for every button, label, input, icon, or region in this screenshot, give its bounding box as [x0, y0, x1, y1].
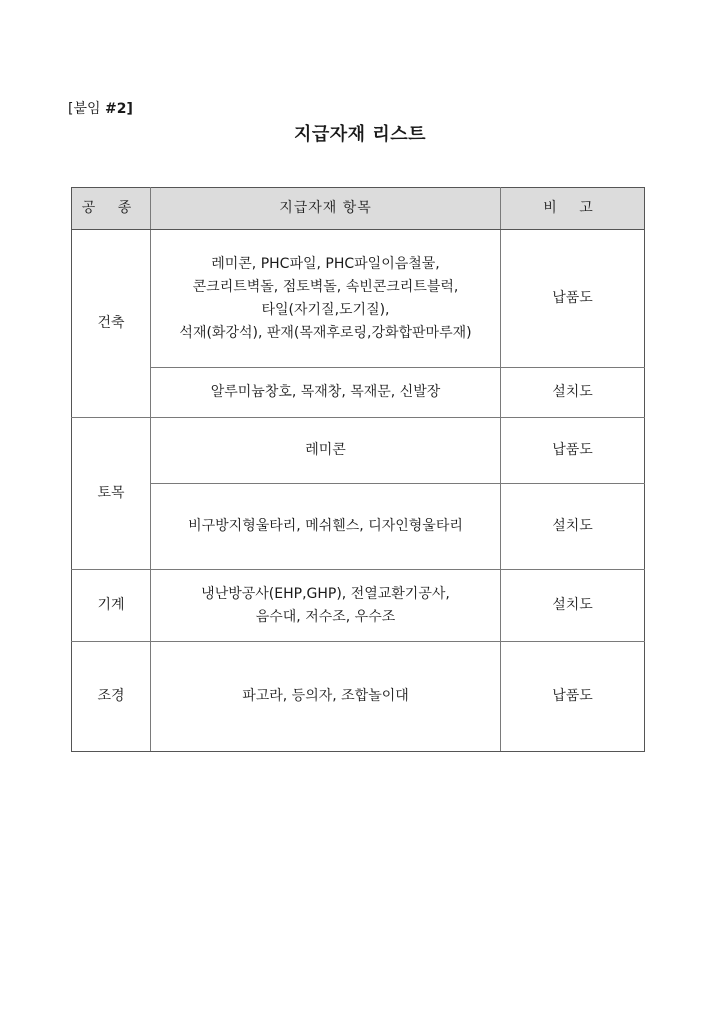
- table-row: [72, 484, 645, 570]
- item-line: 냉난방공사(EHP,GHP), 전열교환기공사,: [201, 585, 450, 602]
- item-line: 비구방지형울타리, 메쉬휀스, 디자인형울타리: [188, 518, 463, 534]
- table-row: [72, 418, 645, 484]
- supply-materials-table: [71, 187, 645, 752]
- item-line: 레미콘: [305, 442, 346, 458]
- items-cell: [151, 368, 501, 418]
- item-line: 콘크리트벽돌, 점토벽돌, 속빈콘크리트블럭,: [192, 278, 459, 295]
- note-cell: 설치도: [501, 368, 645, 418]
- items-cell: [151, 570, 501, 642]
- note-cell: 납품도: [501, 642, 645, 752]
- attachment-prefix: [붙임: [68, 101, 105, 117]
- document-title: 지급자재 리스트: [294, 124, 426, 145]
- item-line: 타일(자기질,도기질),: [261, 301, 390, 318]
- trade-cell-architecture: 건축: [72, 230, 151, 418]
- header-items: 지급자재 항목: [151, 188, 501, 230]
- table-header-row: [72, 188, 645, 230]
- table-row: [72, 642, 645, 752]
- items-cell: [151, 418, 501, 484]
- items-cell: [151, 484, 501, 570]
- item-line: 레미콘, PHC파일, PHC파일이음철물,: [211, 255, 440, 272]
- attachment-number: #2]: [104, 101, 133, 117]
- note-cell: 설치도: [501, 484, 645, 570]
- trade-cell-civil: 토목: [72, 418, 151, 570]
- note-cell: 납품도: [501, 230, 645, 368]
- table-row: [72, 570, 645, 642]
- header-trade: 공 종: [72, 188, 151, 230]
- table-row: [72, 368, 645, 418]
- header-note: 비 고: [501, 188, 645, 230]
- trade-cell-landscape: 조경: [72, 642, 151, 752]
- items-cell: [151, 230, 501, 368]
- item-line: 석재(화강석), 판재(목재후로링,강화합판마루재): [179, 324, 472, 341]
- attachment-label: [68, 100, 133, 118]
- item-line: 알루미늄창호, 목재창, 목재문, 신발장: [210, 384, 441, 400]
- table-row: [72, 230, 645, 368]
- note-cell: 납품도: [501, 418, 645, 484]
- trade-cell-mechanical: 기계: [72, 570, 151, 642]
- items-cell: [151, 642, 501, 752]
- note-cell: 설치도: [501, 570, 645, 642]
- item-line: 파고라, 등의자, 조합놀이대: [242, 688, 409, 704]
- item-line: 음수대, 저수조, 우수조: [255, 608, 396, 625]
